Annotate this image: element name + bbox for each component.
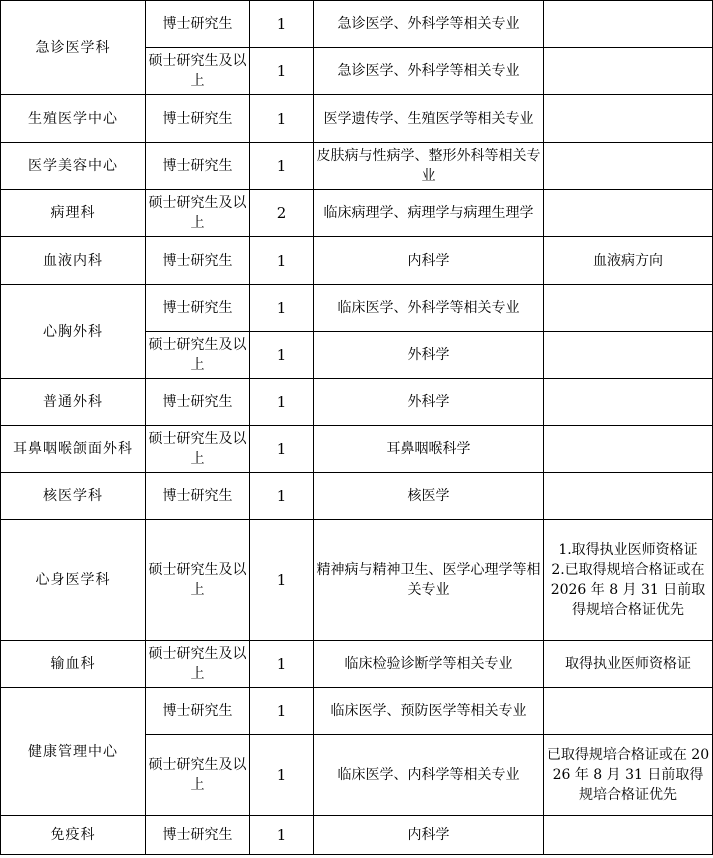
headcount-cell: 1 (250, 735, 314, 816)
major-cell: 内科学 (314, 237, 544, 285)
department-cell: 健康管理中心 (1, 688, 146, 816)
degree-cell: 博士研究生 (146, 285, 250, 332)
degree-cell: 硕士研究生及以上 (146, 426, 250, 473)
headcount-cell: 1 (250, 143, 314, 190)
headcount-cell: 1 (250, 332, 314, 379)
requirement-cell: 血液病方向 (544, 237, 713, 285)
department-cell: 普通外科 (1, 379, 146, 426)
requirement-cell: 1.取得执业医师资格证 2.已取得规培合格证或在 2026 年 8 月 31 日前取得规培合格证优先 (544, 520, 713, 641)
department-cell: 耳鼻咽喉颌面外科 (1, 426, 146, 473)
table-row (1, 688, 713, 735)
requirement-cell: 已取得规培合格证或在 2026 年 8 月 31 日前取得规培合格证优先 (544, 735, 713, 816)
major-cell: 精神病与精神卫生、医学心理学等相关专业 (314, 520, 544, 641)
degree-cell: 硕士研究生及以上 (146, 48, 250, 95)
requirement-cell (544, 95, 713, 143)
degree-cell: 硕士研究生及以上 (146, 520, 250, 641)
major-cell: 外科学 (314, 332, 544, 379)
major-cell: 核医学 (314, 473, 544, 520)
major-cell: 耳鼻咽喉科学 (314, 426, 544, 473)
degree-cell: 博士研究生 (146, 143, 250, 190)
table-body (1, 1, 713, 855)
degree-cell: 博士研究生 (146, 688, 250, 735)
requirement-cell (544, 285, 713, 332)
table-row (1, 237, 713, 285)
requirement-cell (544, 1, 713, 48)
department-cell: 核医学科 (1, 473, 146, 520)
department-cell: 输血科 (1, 641, 146, 688)
department-cell: 心身医学科 (1, 520, 146, 641)
table-row (1, 1, 713, 48)
department-cell: 病理科 (1, 190, 146, 237)
table-row (1, 426, 713, 473)
major-cell: 医学遗传学、生殖医学等相关专业 (314, 95, 544, 143)
requirement-cell (544, 688, 713, 735)
degree-cell: 硕士研究生及以上 (146, 735, 250, 816)
headcount-cell: 2 (250, 190, 314, 237)
requirement-cell (544, 48, 713, 95)
major-cell: 临床医学、预防医学等相关专业 (314, 688, 544, 735)
degree-cell: 硕士研究生及以上 (146, 332, 250, 379)
headcount-cell: 1 (250, 237, 314, 285)
department-cell: 医学美容中心 (1, 143, 146, 190)
table-row (1, 285, 713, 332)
table-row (1, 816, 713, 855)
headcount-cell: 1 (250, 285, 314, 332)
major-cell: 临床医学、内科学等相关专业 (314, 735, 544, 816)
table-row (1, 520, 713, 641)
headcount-cell: 1 (250, 688, 314, 735)
major-cell: 临床病理学、病理学与病理生理学 (314, 190, 544, 237)
major-cell: 急诊医学、外科学等相关专业 (314, 1, 544, 48)
table-row (1, 379, 713, 426)
major-cell: 皮肤病与性病学、整形外科等相关专业 (314, 143, 544, 190)
department-cell: 血液内科 (1, 237, 146, 285)
requirement-cell (544, 426, 713, 473)
table-row (1, 143, 713, 190)
headcount-cell: 1 (250, 95, 314, 143)
table-row (1, 190, 713, 237)
headcount-cell: 1 (250, 520, 314, 641)
degree-cell: 博士研究生 (146, 379, 250, 426)
degree-cell: 博士研究生 (146, 816, 250, 855)
requirement-cell (544, 143, 713, 190)
degree-cell: 硕士研究生及以上 (146, 190, 250, 237)
headcount-cell: 1 (250, 1, 314, 48)
department-cell: 急诊医学科 (1, 1, 146, 95)
major-cell: 内科学 (314, 816, 544, 855)
major-cell: 临床检验诊断学等相关专业 (314, 641, 544, 688)
degree-cell: 博士研究生 (146, 473, 250, 520)
major-cell: 外科学 (314, 379, 544, 426)
requirement-cell: 取得执业医师资格证 (544, 641, 713, 688)
major-cell: 临床医学、外科学等相关专业 (314, 285, 544, 332)
headcount-cell: 1 (250, 816, 314, 855)
degree-cell: 博士研究生 (146, 237, 250, 285)
table-row (1, 473, 713, 520)
table-row (1, 641, 713, 688)
headcount-cell: 1 (250, 379, 314, 426)
department-cell: 心胸外科 (1, 285, 146, 379)
degree-cell: 硕士研究生及以上 (146, 641, 250, 688)
requirement-cell (544, 473, 713, 520)
requirement-cell (544, 332, 713, 379)
requirement-cell (544, 190, 713, 237)
headcount-cell: 1 (250, 641, 314, 688)
degree-cell: 博士研究生 (146, 95, 250, 143)
degree-cell: 博士研究生 (146, 1, 250, 48)
table-row (1, 95, 713, 143)
headcount-cell: 1 (250, 473, 314, 520)
requirement-cell (544, 816, 713, 855)
department-cell: 免疫科 (1, 816, 146, 855)
department-cell: 生殖医学中心 (1, 95, 146, 143)
headcount-cell: 1 (250, 426, 314, 473)
headcount-cell: 1 (250, 48, 314, 95)
requirement-cell (544, 379, 713, 426)
major-cell: 急诊医学、外科学等相关专业 (314, 48, 544, 95)
